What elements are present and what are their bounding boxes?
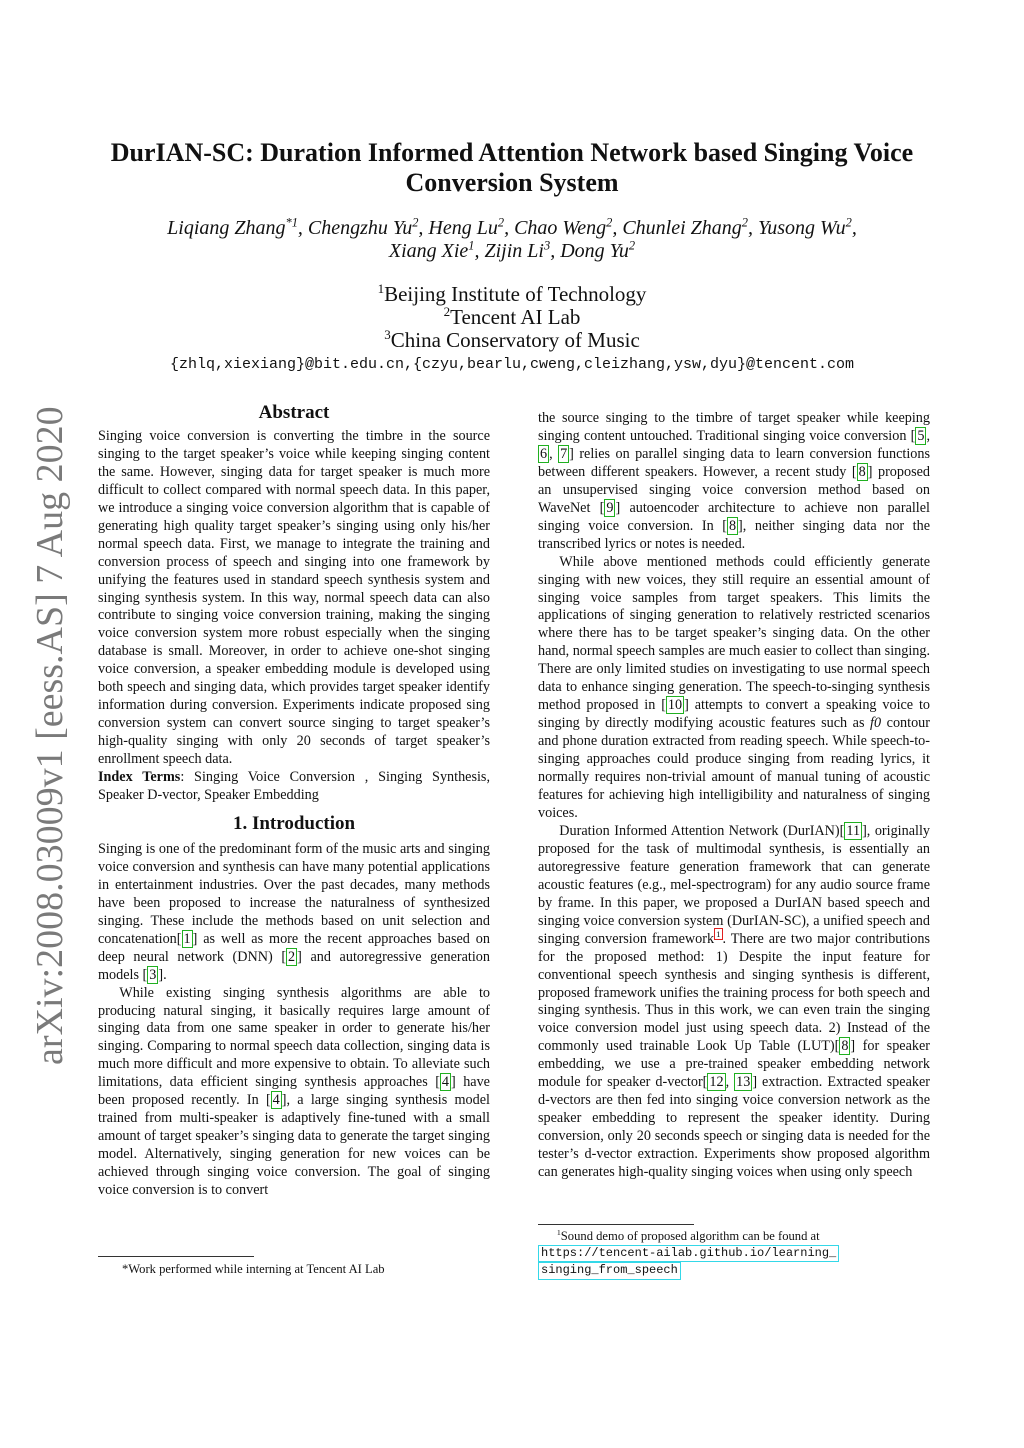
author-name: Heng Lu bbox=[428, 217, 498, 239]
left-column bbox=[98, 404, 490, 1200]
citation-link[interactable]: 11 bbox=[846, 822, 861, 839]
author-affil-sup: 2 bbox=[845, 215, 852, 230]
author-affil-sup: 2 bbox=[606, 215, 613, 230]
arxiv-identifier: arXiv:2008.03009v1 [eess.AS] 7 Aug 2020 bbox=[29, 406, 71, 1065]
author-emails: {zhlq,xiexiang}@bit.edu.cn,{czyu,bearlu,cweng,cleizhang,ysw,dyu}@tencent.com bbox=[169, 356, 855, 373]
body-paragraph: Duration Informed Attention Network (DurIAN)[ 11 ], originally proposed for the task of multimodal synthesis, is essentially an autoregressive feature generation framework that can generate acoustic features (e.g., mel-spectrogram) for any audio source frame by frame. In this paper, we proposed a DurIAN based speech and singing voice conversion system (DurIAN-SC), a unified speech and singing conversion framework $^1$ . There are two major contributions for the proposed method: 1) Despite the input feature for conventional speech synthesis and singing synthesis is different, proposed framework unifies the training process for both speech and singing synthesis. Thus in this work, we can even train the singing voice conversion model just using speech data. 2) Instead of the commonly used trainable Look Up Table (LUT)[ 8 ] for speaker embedding, we use a pre-trained speaker embedding network module for speaker d-vector[ 12 , 13 ] extraction. Extracted speaker d-vectors are then fed into singing voice conversion network as the speaker embedding to represent the speaker identity. During conversion, only 20 seconds speech or singing data is needed for the tester’s d-vector extraction. Experiments show proposed algorithm can generates high-quality singing voices when using only speech bbox=[538, 822, 930, 1181]
footnote-rule bbox=[538, 1224, 694, 1225]
author-affil-sup: 1 bbox=[468, 238, 475, 253]
affiliation: $^3$China Conservatory of Music bbox=[384, 327, 640, 352]
author-name: Yusong Wu bbox=[757, 217, 846, 239]
intro-paragraph: Singing is one of the predominant form of the music arts and singing voice conversion and synthesis can have many potential applications in entertainment industries. Over the past decades, many methods have been proposed to increase the naturalness of synthesized singing. These include the methods based on unit selection and concatenation[ 1 ] as well as more the recent approaches based on deep neural network (DNN) [ 2 ] and autoregressive generation models [ 3 ]. bbox=[98, 840, 490, 983]
citation-link[interactable]: 9 bbox=[606, 499, 614, 516]
author-name: Xiang Xie bbox=[388, 240, 469, 262]
citation-link[interactable]: 12 bbox=[709, 1074, 724, 1091]
abstract-body: Singing voice conversion is converting the timbre in the source singing to the target speaker’s voice while keeping singing content the same. However, singing data for target speaker is much more difficult to collect compared with normal speech data. In this paper, we introduce a singing voice conversion algorithm that is capable of generating high quality target speaker’s singing using only his/her normal speech data. First, we manage to integrate the training and conversion process of speech and singing into one framework by unifying the features used in standard speech synthesis system and singing synthesis system. In this way, normal speech data can also contribute to singing voice conversion training, making the singing voice conversion system more robust especially when the singing database is small. Moreover, in order to achieve one-shot singing voice conversion, a speaker embedding module is developed using both speech and singing data, which provides target speaker identify information during conversion. Experiments indicate proposed sing conversion system can convert source singing to target speaker’s high-quality singing with only 20 seconds of target speaker’s enrollment speech data. bbox=[98, 427, 490, 768]
citation-link[interactable]: 13 bbox=[736, 1074, 751, 1091]
author-list: Liqiang Zhang$^{*1}$, Chengzhu Yu$^2$, Heng Lu$^2$, Chao Weng$^2$, Chunlei Zhang$^2$, Yusong Wu$^2$, Xiang Xie$^1$, Zijin Li$^3$, Dong Yu$^2$ bbox=[167, 215, 857, 262]
footnote-link[interactable]: 1 bbox=[716, 928, 721, 939]
intro-paragraph: While existing singing synthesis algorithms are able to producing natural singing, it basically requires large amount of singing data from one same speaker in order to generate his/her singing. Comparing to normal speech data collection, singing data is much more difficult and more expensive to obtain. To alleviate such limitations, data efficient singing synthesis approaches [ 4 ] have been proposed recently. In [ 4 ], a large singing synthesis model trained from multi-speaker is adaptively fine-tuned with a small amount of target speaker’s singing data to generate the target singing model. Alternatively, singing generation for new voices can be achieved through singing voice conversion. The goal of singing voice conversion is to convert bbox=[98, 984, 490, 1199]
author-name: Chunlei Zhang bbox=[622, 217, 742, 239]
author-name: Liqiang Zhang bbox=[167, 217, 286, 239]
author-name: Chengzhu Yu bbox=[307, 217, 413, 239]
author-affil-sup: 2 bbox=[497, 215, 505, 230]
title-line-2: Conversion System bbox=[405, 168, 619, 197]
footnote-rule bbox=[98, 1256, 254, 1257]
citation-link[interactable]: 3 bbox=[149, 966, 157, 983]
title-line-1: DurIAN-SC: Duration Informed Attention Network based Singing Voice bbox=[110, 138, 914, 167]
citation-link[interactable]: 4 bbox=[441, 1074, 450, 1091]
introduction-heading: 1. Introduction bbox=[232, 812, 356, 834]
body-paragraph: While above mentioned methods could efficiently generate singing with new voices, they still require an essential amount of singing voice samples from target speakers. This limits the applications of singing generation to relatively restricted scenarios where there has to be target speaker’s singing data. On the other hand, normal speech samples are much easier to collect than singing. There are only limited studies on investigating to use normal speech data to enhance singing generation. The speech-to-singing synthesis method proposed in [ 10 ] attempts to convert a speaking voice to singing by directly modifying acoustic features such as f0 contour and phone duration extracted from reading speech. While speech-to-singing approaches could produce singing from reading lyrics, it normally requires non-trivial amount of manual tuning of acoustic features for achieving high intelligibility and naturalness of singing voices. bbox=[538, 553, 930, 821]
author-affil-sup: 3 bbox=[543, 238, 551, 253]
citation-link[interactable]: 8 bbox=[728, 517, 737, 534]
footnote-left: *Work performed while interning at Tencent AI Lab bbox=[122, 1262, 385, 1276]
affiliation: $^2$Tencent AI Lab bbox=[443, 304, 581, 329]
affiliation-list bbox=[100, 283, 924, 352]
author-name: Chao Weng bbox=[514, 217, 607, 239]
affiliation: $^1$Beijing Institute of Technology bbox=[377, 281, 647, 306]
author-name: Zijin Li bbox=[484, 240, 544, 262]
author-affil-sup: 2 bbox=[741, 215, 748, 230]
demo-url-link[interactable]: https://tencent-ailab.github.io/learning_ bbox=[538, 1245, 839, 1263]
paper-title bbox=[100, 138, 924, 198]
citation-link[interactable]: 4 bbox=[272, 1092, 280, 1109]
citation-link[interactable]: 5 bbox=[917, 427, 925, 444]
citation-link[interactable]: 1 bbox=[183, 930, 191, 947]
citation-link[interactable]: 8 bbox=[858, 463, 866, 480]
citation-link[interactable]: 8 bbox=[841, 1038, 849, 1055]
citation-link[interactable]: 2 bbox=[288, 948, 296, 965]
abstract-heading: Abstract bbox=[258, 402, 330, 423]
demo-url-link[interactable]: singing_from_speech bbox=[538, 1262, 681, 1280]
author-name: Dong Yu bbox=[560, 240, 629, 262]
citation-link[interactable]: 10 bbox=[667, 697, 683, 714]
citation-link[interactable]: 7 bbox=[560, 445, 568, 462]
footnote-right: $^1$Sound demo of proposed algorithm can be found at https://tencent-ailab.github.io/learning_ singing_from_speech bbox=[538, 1229, 930, 1280]
body-paragraph: the source singing to the timbre of target speaker while keeping singing content untouched. Traditional singing voice conversion [ 5 , 6 , 7 ] relies on parallel singing data to learn conversion functions between different speakers. However, a recent study [ 8 ] proposed an unsupervised singing voice conversion method based on WaveNet [ 9 ] autoencoder architecture to achieve non parallel singing voice conversion. In [ 8 ], neither singing data nor the transcribed lyrics or notes is needed. bbox=[538, 410, 931, 552]
right-column bbox=[538, 410, 930, 1182]
index-terms: Index Terms: Singing Voice Conversion , Singing Synthesis, Speaker D-vector, Speaker Embedding bbox=[98, 769, 491, 804]
citation-link[interactable]: 6 bbox=[540, 445, 548, 462]
author-affil-sup: 2 bbox=[412, 215, 419, 230]
author-affil-sup: *1 bbox=[285, 215, 298, 230]
author-affil-sup: 2 bbox=[628, 238, 636, 253]
